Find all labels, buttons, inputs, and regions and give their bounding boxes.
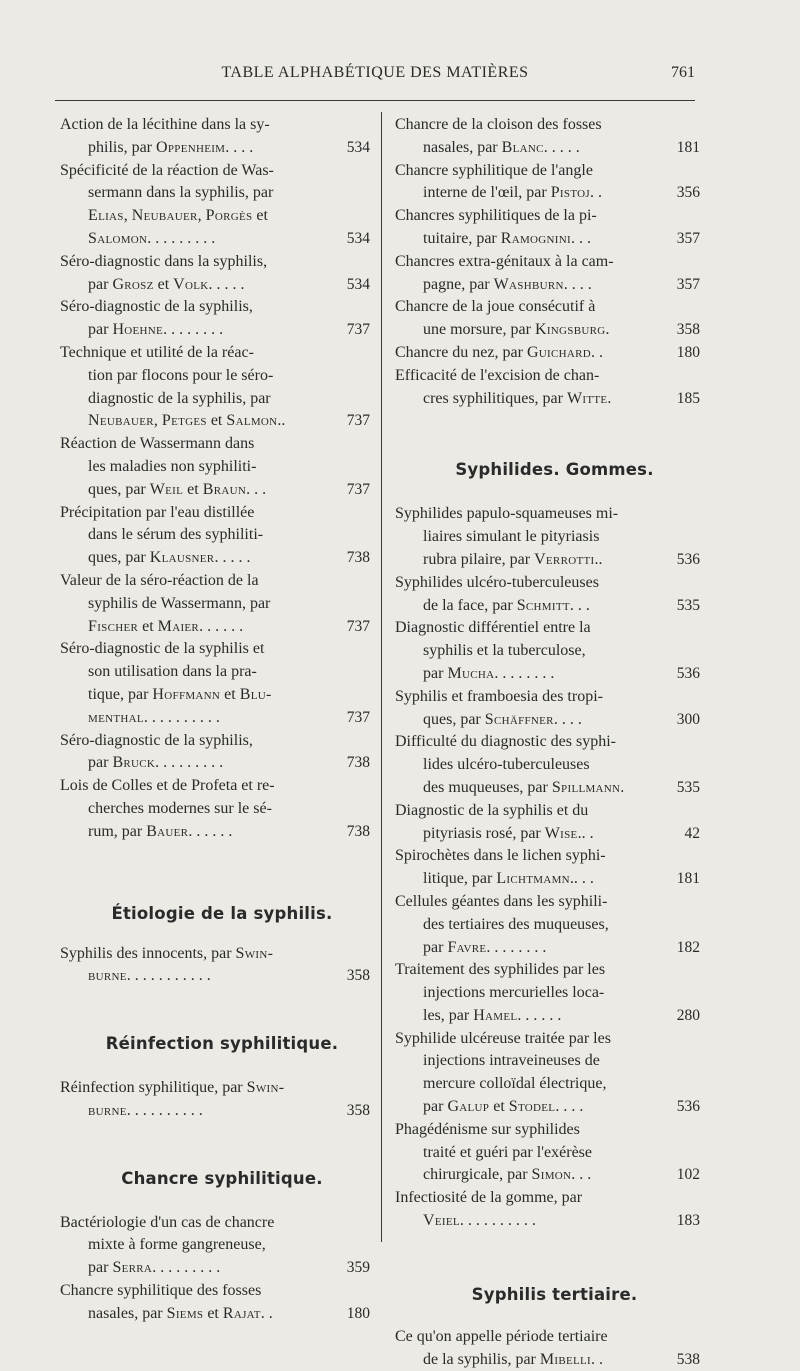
entry-page-number: 536 <box>676 1098 700 1116</box>
entry-title: Chancre syphilitique de l'angle interne de l'œil, par Pistoj. . <box>395 161 602 202</box>
entry-page-number: 737 <box>346 480 370 498</box>
index-entry <box>395 1326 700 1371</box>
author-name: Maier <box>157 617 200 635</box>
entry-page-number: 358 <box>346 967 370 985</box>
author-name: Neubauer <box>88 412 154 430</box>
entry-page-number: 534 <box>346 275 370 293</box>
running-title: TABLE ALPHABÉTIQUE DES MATIÈRES <box>221 64 529 81</box>
entry-title: Chancre du nez, par Guichard. . <box>395 343 604 361</box>
author-name: Favre <box>447 938 487 956</box>
section-heading: Syphilis tertiaire. <box>471 1284 638 1304</box>
entry-page-number: 42 <box>684 824 700 842</box>
entry-page-number: 737 <box>346 617 370 635</box>
page-number: 761 <box>671 64 695 81</box>
entry-title: Séro-diagnostic de la syphilis, par Hoehne. . . . . . . . <box>60 298 253 339</box>
entry-title: Séro-diagnostic de la syphilis, par Bruck. . . . . . . . . <box>60 731 253 772</box>
entry-title: Cellules géantes dans les syphili- des tertiaires des muqueuses, par Favre. . . . . . . . <box>395 892 609 956</box>
author-name: Guichard <box>526 343 592 361</box>
author-name: Siems <box>166 1304 204 1322</box>
index-entry <box>395 160 700 206</box>
index-entry <box>60 638 370 729</box>
author-name: Spillmann <box>551 778 621 796</box>
author-name: Wise <box>544 824 578 842</box>
author-name: burne <box>88 1101 127 1119</box>
index-entry <box>60 433 370 501</box>
author-name: Stodel <box>508 1098 556 1116</box>
entry-page-number: 359 <box>346 1259 370 1277</box>
left-column <box>60 114 370 1326</box>
author-name: Ramognini <box>500 229 571 247</box>
author-name: Mucha <box>447 664 495 682</box>
entry-page-number: 183 <box>676 1212 700 1230</box>
index-entry <box>395 572 700 618</box>
index-entry <box>395 251 700 297</box>
author-name: Weil <box>149 480 184 498</box>
author-name: Mibelli <box>539 1350 592 1368</box>
index-entry <box>60 730 370 776</box>
index-entry <box>60 342 370 433</box>
author-name: Bruck <box>112 754 156 772</box>
entry-page-number: 538 <box>676 1350 700 1368</box>
author-name: Galup <box>447 1098 490 1116</box>
entry-page-number: 185 <box>676 389 700 407</box>
entry-title: Diagnostic de la syphilis et du pityriasis rosé, par Wise.. . <box>395 801 594 842</box>
entry-page-number: 358 <box>676 321 700 339</box>
entry-title: Diagnostic différentiel entre la syphilis et la tuberculose, par Mucha. . . . . . . . <box>395 619 591 682</box>
author-name: Grosz <box>112 275 154 293</box>
index-entry <box>395 296 700 342</box>
author-name: Salomon <box>88 229 148 247</box>
entry-page-number: 357 <box>676 229 700 247</box>
index-entry <box>395 503 700 571</box>
author-name: Hamel <box>473 1006 518 1024</box>
index-entry <box>60 1280 370 1326</box>
index-entry <box>60 502 370 570</box>
entry-page-number: 738 <box>346 754 370 772</box>
author-name: Schäffner <box>484 710 554 728</box>
entry-title: Bactériologie d'un cas de chancre mixte à forme gangreneuse, par Serra. . . . . . . . . <box>60 1213 275 1277</box>
entry-page-number: 358 <box>346 1101 370 1119</box>
entry-page-number: 536 <box>676 550 700 568</box>
entry-title: Technique et utilité de la réac- tion par flocons pour le séro- diagnostic de la syphilis, par Neubauer, Petges et Salmon.. <box>60 343 286 430</box>
entry-page-number: 534 <box>346 138 370 156</box>
entry-title: Efficacité de l'excision de chan- cres syphilitiques, par Witte. <box>395 366 612 407</box>
author-name: Oppenheim <box>156 138 226 156</box>
running-header <box>55 62 695 86</box>
entry-page-number: 737 <box>346 321 370 339</box>
entry-page-number: 102 <box>676 1166 700 1184</box>
entry-title: Syphilides ulcéro-tuberculeuses de la face, par Schmitt. . . <box>395 573 599 614</box>
index-entry <box>60 1077 370 1123</box>
author-name: Petges <box>161 412 207 430</box>
entry-page-number: 738 <box>346 822 370 840</box>
index-entry <box>395 731 700 799</box>
author-name: Braun <box>202 480 247 498</box>
author-name: Bauer <box>146 822 189 840</box>
entry-title: Action de la lécithine dans la sy- philis, par Oppenheim. . . . <box>60 116 270 156</box>
entry-page-number: 180 <box>676 343 700 361</box>
index-entry <box>395 342 700 365</box>
author-name: Elias <box>88 207 124 225</box>
header-rule <box>55 100 695 101</box>
entry-title: Chancre de la joue consécutif à une morsure, par Kingsburg. <box>395 298 610 339</box>
index-entry <box>395 617 700 685</box>
section-heading: Étiologie de la syphilis. <box>111 903 333 923</box>
entry-page-number: 738 <box>346 549 370 567</box>
entry-page-number: 357 <box>676 275 700 293</box>
entry-page-number: 182 <box>676 938 700 956</box>
entry-title: Précipitation par l'eau distillée dans le sérum des syphiliti- ques, par Klausner. . . . . <box>60 503 264 567</box>
author-name: Verrotti <box>534 550 595 568</box>
author-name: Rajat <box>222 1304 261 1322</box>
index-entry <box>395 845 700 891</box>
author-name: Hoffmann <box>152 685 221 703</box>
entry-title: Chancres syphilitiques de la pi- tuitaire, par Ramognini. . . <box>395 207 597 247</box>
author-name: Fischer <box>88 617 139 635</box>
entry-page-number: 280 <box>676 1006 700 1024</box>
index-entry <box>60 570 370 638</box>
entry-title: Chancre de la cloison des fosses nasales, par Blanc. . . . . <box>395 116 602 156</box>
right-column <box>395 114 700 1371</box>
index-entry <box>60 775 370 843</box>
index-entry <box>395 800 700 846</box>
index-entry <box>395 1028 700 1119</box>
author-name: menthal <box>88 708 144 726</box>
index-entry <box>395 365 700 411</box>
author-name: Witte <box>566 389 608 407</box>
entry-title: Spirochètes dans le lichen syphi- litique, par Lichtmamn.. . . <box>395 847 606 888</box>
entry-title: Phagédénisme sur syphilides traité et guéri par l'exérèse chirurgicale, par Simon. . . <box>395 1120 593 1184</box>
section-heading: Réinfection syphilitique. <box>105 1034 339 1054</box>
author-name: Klausner <box>149 549 215 567</box>
index-entry <box>60 114 370 160</box>
entry-page-number: 737 <box>346 412 370 430</box>
author-name: Porgès <box>205 207 253 225</box>
entry-page-number: 534 <box>346 229 370 247</box>
author-name: Washburn <box>493 275 564 293</box>
index-entry <box>60 160 370 251</box>
author-name: Blanc <box>501 138 544 156</box>
index-entry <box>395 205 700 251</box>
entry-page-number: 180 <box>346 1304 370 1322</box>
entry-title: Infectiosité de la gomme, par Veiel. . . . . . . . . . <box>395 1189 583 1230</box>
author-name: Kingsburg <box>534 321 606 339</box>
author-name: burne <box>88 967 127 985</box>
index-entry <box>395 891 700 959</box>
author-name: Pistoj <box>550 184 590 202</box>
entry-title: Chancre syphilitique des fosses nasales, par Siems et Rajat. . <box>60 1282 273 1322</box>
entry-page-number: 300 <box>676 710 700 728</box>
author-name: Hoehne <box>112 321 164 339</box>
author-name: Volk <box>173 275 209 293</box>
entry-title: Spécificité de la réaction de Was- sermann dans la syphilis, par Elias, Neubauer, Porgès et Salomon. . . . . . . . . <box>60 161 274 247</box>
author-name: Simon <box>531 1166 572 1184</box>
index-entry <box>395 1187 700 1233</box>
author-name: Swin- <box>246 1079 285 1097</box>
index-entry <box>60 1212 370 1280</box>
index-entry <box>395 1119 700 1187</box>
author-name: Blu- <box>239 685 272 703</box>
author-name: Salmon <box>226 412 278 430</box>
entry-title: Traitement des syphilides par les injections mercurielles loca- les, par Hamel. . . . . . <box>395 961 606 1024</box>
index-entry <box>395 114 700 160</box>
author-name: Swin- <box>235 944 274 962</box>
entry-page-number: 737 <box>346 708 370 726</box>
author-name: Lichtmamn <box>496 870 570 888</box>
entry-title: Lois de Colles et de Profeta et re- cherches modernes sur le sé- rum, par Bauer. . . . . . <box>60 777 275 840</box>
entry-title: Syphilis et framboesia des tropi- ques, par Schäffner. . . . <box>395 687 603 728</box>
index-entry <box>60 251 370 297</box>
author-name: Neubauer <box>131 207 198 225</box>
entry-page-number: 535 <box>676 596 700 614</box>
entry-page-number: 535 <box>676 778 700 796</box>
index-entry <box>395 686 700 732</box>
index-entry <box>395 959 700 1027</box>
entry-title: Chancres extra-génitaux à la cam- pagne, par Washburn. . . . <box>395 252 614 293</box>
column-divider <box>381 112 382 1242</box>
entry-page-number: 181 <box>676 138 700 156</box>
author-name: Schmitt <box>516 596 570 614</box>
entry-title: Ce qu'on appelle période tertiaire de la syphilis, par Mibelli. . <box>395 1327 608 1368</box>
author-name: Veiel <box>423 1212 460 1230</box>
entry-title: Syphilis des innocents, par Swin- burne. . . . . . . . . . . <box>60 944 274 985</box>
entry-page-number: 356 <box>676 184 700 202</box>
section-heading: Chancre syphilitique. <box>121 1168 323 1188</box>
entry-title: Valeur de la séro-réaction de la syphilis de Wassermann, par Fischer et Maier. . . . . . <box>60 571 271 635</box>
entry-title: Réinfection syphilitique, par Swin- burne. . . . . . . . . . <box>60 1079 285 1119</box>
entry-title: Syphilides papulo-squameuses mi- liaires simulant le pityriasis rubra pilaire, par Verrotti.. <box>395 505 619 568</box>
entry-title: Séro-diagnostic dans la syphilis, par Grosz et Volk. . . . . <box>60 252 268 293</box>
entry-title: Syphilide ulcéreuse traitée par les injections intraveineuses de mercure colloïdal électrique, par Galup et Stodel. . . . <box>395 1029 611 1116</box>
author-name: Serra <box>112 1259 153 1277</box>
index-entry <box>60 296 370 342</box>
entry-title: Séro-diagnostic de la syphilis et son utilisation dans la pra- tique, par Hoffmann et Blu- menthal. . . . . . . . . . <box>60 640 272 726</box>
entry-title: Réaction de Wassermann dans les maladies non syphiliti- ques, par Weil et Braun. . . <box>60 435 267 498</box>
entry-title: Difficulté du diagnostic des syphi- lides ulcéro-tuberculeuses des muqueuses, par Spillmann. <box>395 733 625 796</box>
index-entry <box>60 943 370 989</box>
entry-page-number: 536 <box>676 664 700 682</box>
entry-page-number: 181 <box>676 870 700 888</box>
section-heading: Syphilides. Gommes. <box>455 460 654 480</box>
